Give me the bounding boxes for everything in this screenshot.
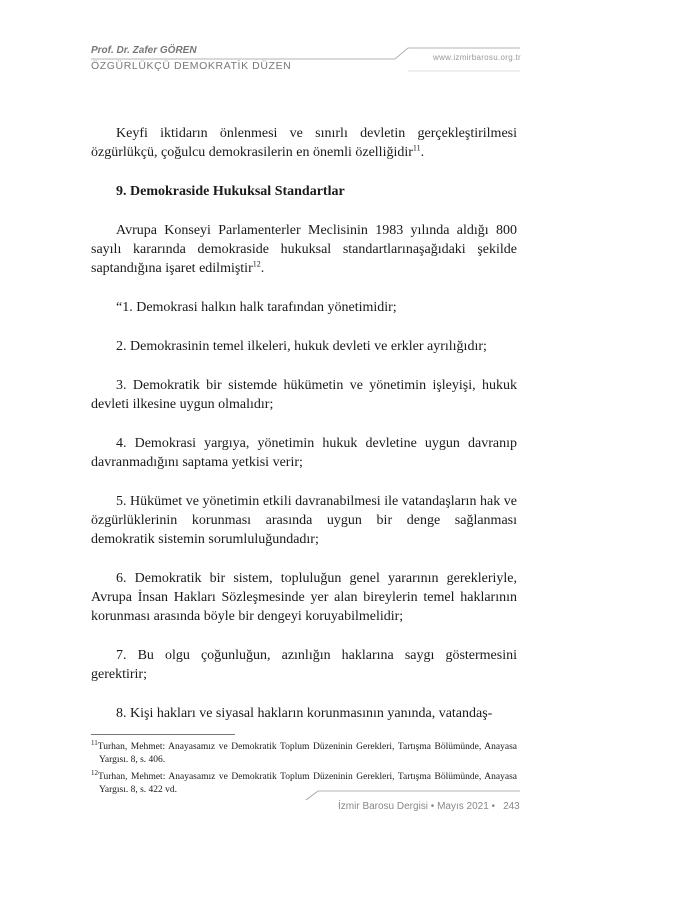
list-item: 3. Demokratik bir sistemde hükümetin ve yönetimin işleyişi, hukuk devleti ilkesine uygun olmalıdır; bbox=[91, 378, 517, 412]
paragraph: Keyfi iktidarın önlenmesi ve sınırlı devletin gerçekleştirilmesi özgürlükçü, çoğulcu demokrasilerin en önemli özelliğidir$^{11}$. bbox=[91, 126, 517, 160]
section-heading: 9. Demokraside Hukuksal Standartlar bbox=[116, 184, 345, 199]
running-header-url: www.izmirbarosu.org.tr bbox=[433, 53, 521, 62]
list-item: 7. Bu olgu çoğunluğun, azınlığın haklarına saygı göstermesini gerektirir; bbox=[91, 648, 517, 682]
footnote-ref: 12 bbox=[252, 259, 261, 269]
journal-name: İzmir Barosu Dergisi • Mayıs 2021 • bbox=[338, 801, 496, 812]
footnote: $^{11}$Turhan, Mehmet: Anayasamız ve Demokratik Toplum Düzeninin Gerekleri, Tartışma Bölümünde, Anayasa Yargısı. 8, s. 406. bbox=[91, 738, 517, 765]
running-header-title: ÖZGÜRLÜKÇÜ DEMOKRATİK DÜZEN bbox=[91, 60, 292, 72]
running-header-author: Prof. Dr. Zafer GÖREN bbox=[91, 45, 197, 56]
list-item: 8. Kişi hakları ve siyasal hakların korunmasının yanında, vatandaş- bbox=[116, 706, 493, 721]
list-item: “1. Demokrasi halkın halk tarafından yönetimidir; bbox=[116, 300, 397, 315]
page-number: 243 bbox=[503, 801, 520, 812]
list-item: 6. Demokratik bir sistem, topluluğun genel yararının gerekleriyle, Avrupa İnsan Hakları Sözleşmesinde yer alan bireylerin temel haklarının korunması arasında böyle bir dengeyi koruyabilmelidir; bbox=[91, 571, 517, 624]
list-item: 4. Demokrasi yargıya, yönetimin hukuk devletine uygun davranıp davranmadığını saptama yetkisi verir; bbox=[91, 436, 517, 470]
list-item: 5. Hükümet ve yönetimin etkili davranabilmesi ile vatandaşların hak ve özgürlüklerinin korunması arasında uygun bir denge sağlanması demokratik sistemin sorumluluğundadır; bbox=[91, 494, 517, 547]
list-item: 2. Demokrasinin temel ilkeleri, hukuk devleti ve erkler ayrılığıdır; bbox=[116, 339, 487, 354]
footnote-ref: 11 bbox=[412, 143, 421, 153]
page-body bbox=[91, 124, 517, 723]
paragraph: Avrupa Konseyi Parlamenterler Meclisinin 1983 yılında aldığı 800 sayılı kararında demokraside hukuksal standartlarınaşağıdaki şekilde saptandığına işaret edilmiştir$^{12}$. bbox=[91, 223, 517, 276]
footnote: $^{12}$Turhan, Mehmet: Anayasamız ve Demokratik Toplum Düzeninin Gerekleri, Tartışma Bölümünde, Anayasa Yargısı. 8, s. 422 vd. bbox=[91, 768, 517, 795]
footnotes bbox=[91, 738, 517, 801]
footnote-divider bbox=[91, 734, 235, 735]
running-footer bbox=[338, 801, 520, 812]
